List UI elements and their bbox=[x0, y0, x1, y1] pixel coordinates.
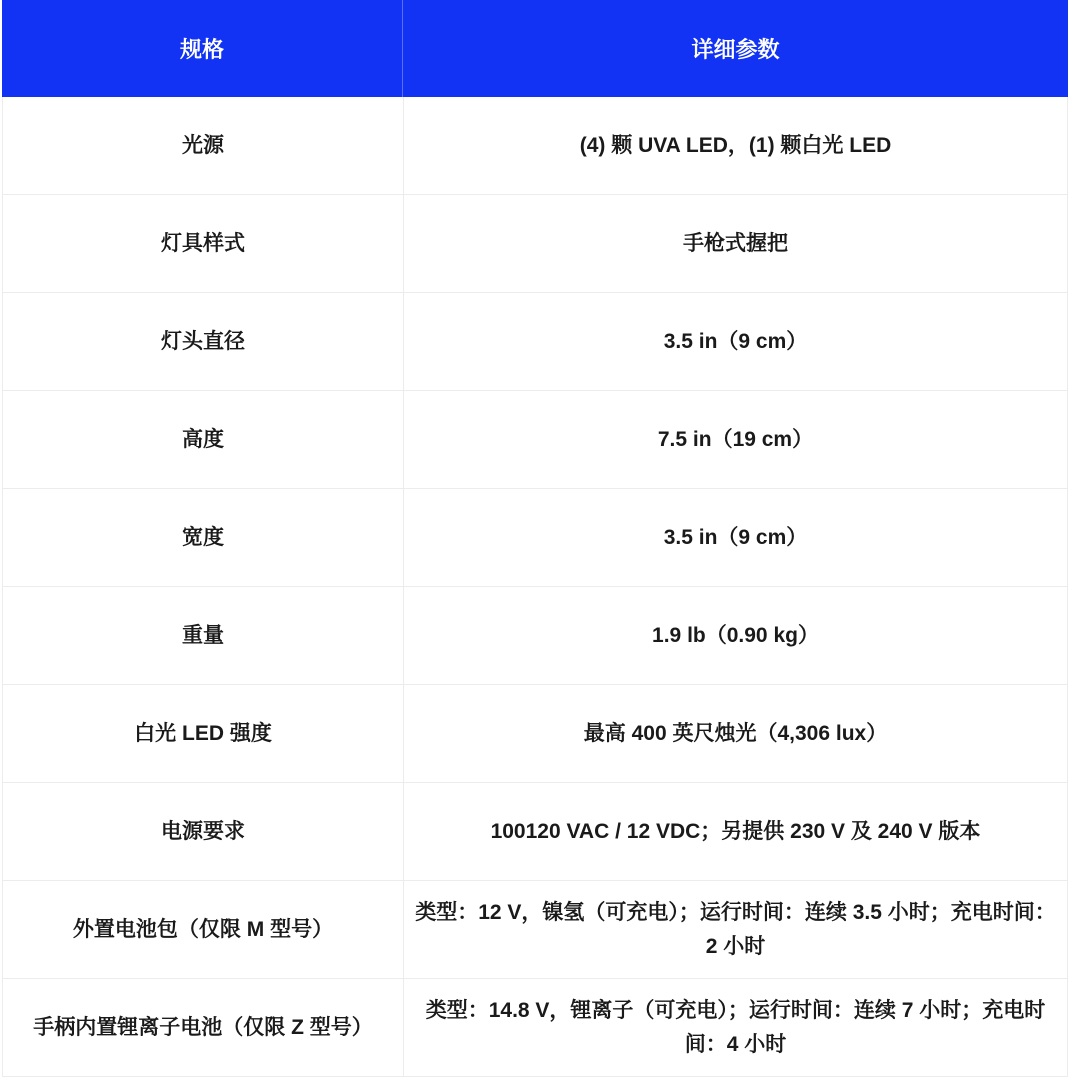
table-row bbox=[3, 489, 1067, 587]
detail-value: 最高 400 英尺烛光（4,306 lux） bbox=[583, 721, 888, 745]
detail-cell bbox=[404, 489, 1067, 586]
spec-label: 高度 bbox=[182, 427, 224, 451]
table-row bbox=[3, 293, 1067, 391]
detail-value: 1.9 lb（0.90 kg） bbox=[652, 623, 819, 647]
detail-value: 7.5 in（19 cm） bbox=[657, 427, 814, 451]
header-cell-detail bbox=[403, 0, 1068, 97]
spec-label: 重量 bbox=[182, 623, 224, 647]
header-cell-spec bbox=[2, 0, 403, 97]
spec-label: 电源要求 bbox=[161, 819, 245, 843]
spec-label: 宽度 bbox=[182, 525, 224, 549]
spec-label: 外置电池包（仅限 M 型号） bbox=[72, 917, 334, 941]
detail-cell bbox=[404, 881, 1067, 978]
spec-label: 白光 LED 强度 bbox=[134, 721, 272, 745]
detail-value: 3.5 in（9 cm） bbox=[663, 329, 808, 353]
detail-cell bbox=[404, 587, 1067, 684]
spec-cell bbox=[3, 293, 404, 390]
detail-cell bbox=[404, 979, 1067, 1076]
table-row bbox=[3, 587, 1067, 685]
table-row bbox=[3, 881, 1067, 979]
table-row bbox=[3, 97, 1067, 195]
table-header-row bbox=[2, 0, 1068, 97]
spec-cell bbox=[3, 685, 404, 782]
table-body bbox=[2, 97, 1068, 1077]
spec-cell bbox=[3, 489, 404, 586]
spec-cell bbox=[3, 587, 404, 684]
detail-cell bbox=[404, 783, 1067, 880]
detail-value: 3.5 in（9 cm） bbox=[663, 525, 808, 549]
detail-value: 100120 VAC / 12 VDC；另提供 230 V 及 240 V 版本 bbox=[490, 819, 981, 843]
table-row bbox=[3, 783, 1067, 881]
detail-cell bbox=[404, 195, 1067, 292]
table-row bbox=[3, 391, 1067, 489]
detail-value: (4) 颗 UVA LED，(1) 颗白光 LED bbox=[579, 133, 892, 157]
spec-cell bbox=[3, 195, 404, 292]
table-row bbox=[3, 685, 1067, 783]
detail-value: 类型：14.8 V，锂离子（可充电）；运行时间：连续 7 小时；充电时间：4 小时 bbox=[425, 998, 1046, 1056]
detail-cell bbox=[404, 685, 1067, 782]
detail-value: 手枪式握把 bbox=[683, 231, 788, 255]
header-spec-label: 规格 bbox=[179, 37, 224, 62]
spec-cell bbox=[3, 881, 404, 978]
spec-label: 光源 bbox=[182, 133, 224, 157]
spec-cell bbox=[3, 391, 404, 488]
header-detail-label: 详细参数 bbox=[691, 37, 780, 62]
spec-label: 手柄内置锂离子电池（仅限 Z 型号） bbox=[33, 1015, 373, 1039]
detail-cell bbox=[404, 293, 1067, 390]
detail-cell bbox=[404, 97, 1067, 194]
spec-cell bbox=[3, 97, 404, 194]
spec-cell bbox=[3, 783, 404, 880]
detail-cell bbox=[404, 391, 1067, 488]
table-row bbox=[3, 979, 1067, 1077]
spec-table bbox=[2, 0, 1068, 1077]
detail-value: 类型：12 V，镍氢（可充电）；运行时间：连续 3.5 小时；充电时间：2 小时 bbox=[415, 900, 1056, 958]
table-row bbox=[3, 195, 1067, 293]
spec-cell bbox=[3, 979, 404, 1076]
spec-label: 灯头直径 bbox=[161, 329, 245, 353]
spec-label: 灯具样式 bbox=[161, 231, 245, 255]
